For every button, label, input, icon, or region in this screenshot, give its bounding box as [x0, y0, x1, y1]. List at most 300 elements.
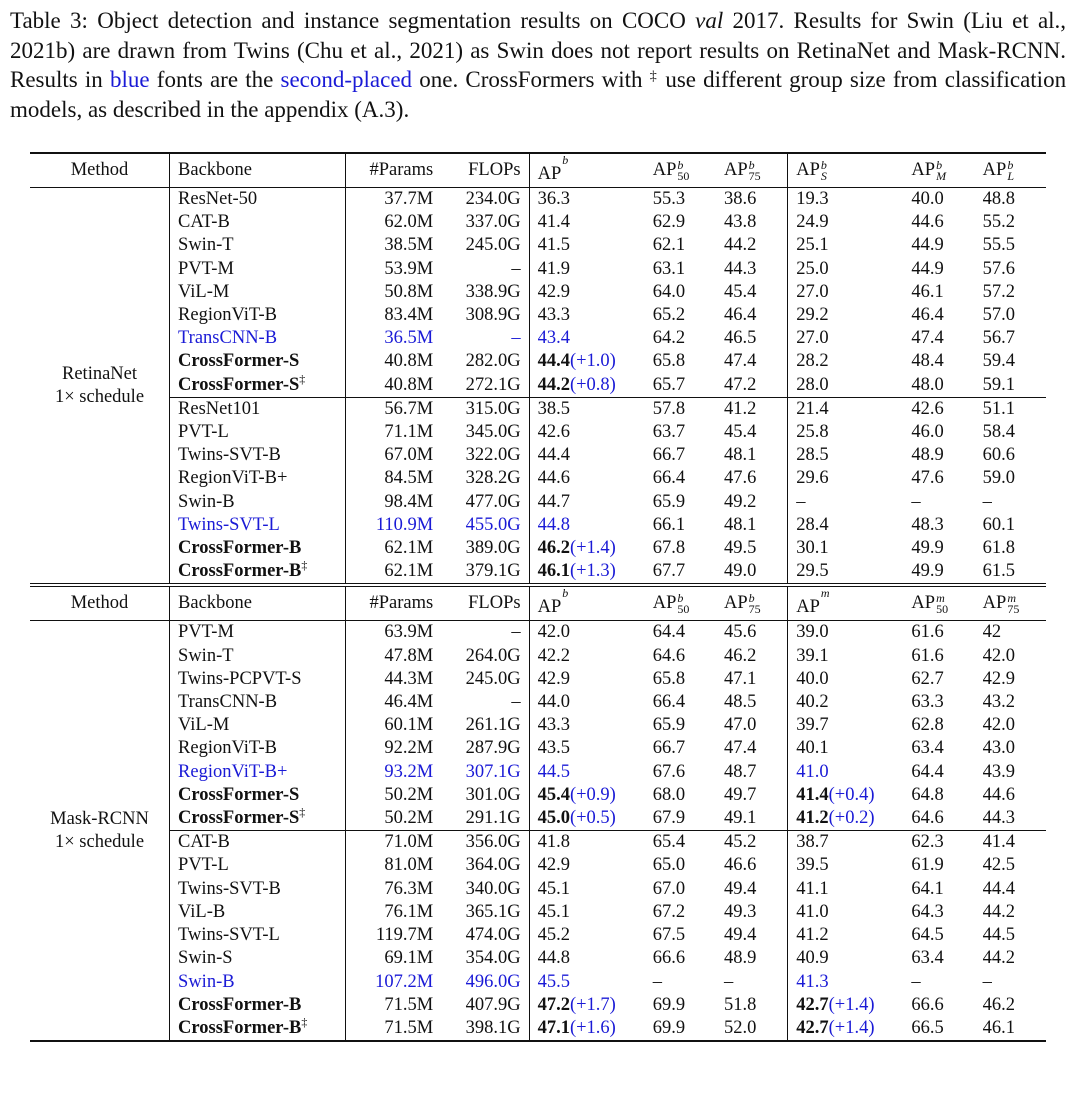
flops-cell: 340.0G — [465, 878, 521, 899]
ap75-value: 52.0 — [724, 1017, 757, 1038]
ap-cell — [529, 491, 645, 514]
flops-cell: 398.1G — [441, 1017, 529, 1041]
ap-cell — [529, 467, 645, 490]
params-cell: 63.9M — [345, 621, 441, 645]
ap50-cell — [645, 901, 716, 924]
ap-value: 43.4 — [537, 328, 570, 349]
c6-cell — [975, 188, 1046, 212]
ap50-cell — [645, 560, 716, 585]
c6-cell — [975, 327, 1046, 350]
c5-value: – — [911, 491, 921, 512]
c4-cell — [788, 281, 904, 304]
ap50-cell — [645, 491, 716, 514]
ap-cell — [529, 258, 645, 281]
header-sub — [562, 166, 568, 177]
c4-cell — [788, 514, 904, 537]
ap-cell — [529, 621, 645, 645]
table-caption: Table 3: Object detection and instance segmentation results on COCO val 2017. Results for Swin (Liu et al., 2021b) are drawn from Twins (Chu et al., 2021) as Swin does not report results on RetinaNet and Mask-RCNN. Results in blue fonts are the second-placed one. CrossFormers with ‡ use different group size from classification models, as described in the appendix (A.3). — [10, 8, 1067, 122]
c6-value: 61.8 — [982, 538, 1016, 559]
c4-value: 25.0 — [796, 258, 829, 279]
c4-value: 24.9 — [796, 212, 829, 233]
header-params: #Params — [345, 585, 441, 621]
ap50-value: 67.2 — [652, 901, 686, 922]
c6-value: 46.1 — [982, 1017, 1016, 1038]
gain-value: (+0.2) — [828, 808, 875, 829]
gain-value: (+1.6) — [569, 1017, 616, 1038]
ap50-value: 64.6 — [652, 645, 686, 666]
c5-cell — [903, 444, 974, 467]
ap75-cell — [716, 467, 788, 490]
backbone-name: ViL-B — [178, 901, 226, 922]
backbone-cell — [170, 854, 346, 877]
ap-value: 42.2 — [537, 645, 570, 666]
c5-value: 46.4 — [911, 305, 944, 326]
table-row — [30, 514, 1046, 537]
c4-value: 41.2 — [796, 925, 829, 946]
ap-value: 42.0 — [537, 622, 570, 643]
params-cell: 50.2M — [345, 807, 441, 831]
ap50-cell — [645, 188, 716, 212]
c6-cell — [975, 691, 1046, 714]
c4-cell — [788, 304, 904, 327]
params-cell: 107.2M — [345, 971, 441, 994]
backbone-cell — [170, 901, 346, 924]
c6-value: 42.0 — [982, 645, 1016, 666]
gain-value: (+1.7) — [569, 994, 616, 1015]
ap50-cell — [645, 258, 716, 281]
table-row — [30, 714, 1046, 737]
c6-cell — [975, 924, 1046, 947]
ap50-value: 66.7 — [652, 445, 686, 466]
ap75-cell — [716, 327, 788, 350]
c5-value: 63.4 — [911, 948, 944, 969]
params-cell: 83.4M — [345, 304, 441, 327]
header-label: AP b — [537, 152, 569, 184]
c5-value: 64.5 — [911, 925, 944, 946]
header-backbone: Backbone — [170, 585, 346, 621]
ap75-value: 47.4 — [724, 351, 757, 372]
table-row — [30, 645, 1046, 668]
c5-cell — [903, 831, 974, 855]
backbone-cell — [170, 491, 346, 514]
c4-value: 29.5 — [796, 561, 829, 582]
ap75-value: 44.3 — [724, 258, 757, 279]
params-cell: 46.4M — [345, 691, 441, 714]
ap50-value: 67.5 — [652, 925, 686, 946]
ap75-cell — [716, 854, 788, 877]
c4-value: 28.4 — [796, 514, 829, 535]
backbone-name: RegionViT-B — [178, 738, 277, 759]
method-name: Mask-RCNN — [50, 808, 149, 829]
ap75-value: 49.7 — [724, 784, 757, 805]
c4-value: 41.3 — [796, 971, 829, 992]
ap50-value: 65.9 — [652, 715, 686, 736]
ap-value: 46.2 — [537, 538, 570, 559]
c5-value: 63.3 — [911, 692, 944, 713]
c5-cell — [903, 421, 974, 444]
c4-cell — [788, 994, 904, 1017]
c6-value: 42.9 — [982, 668, 1016, 689]
method-cell — [30, 188, 170, 586]
c4-value: 39.0 — [796, 622, 829, 643]
ap75-value: 46.5 — [724, 328, 757, 349]
flops-cell: 364.0G — [465, 855, 521, 876]
ap50-cell — [645, 234, 716, 257]
ap50-cell — [645, 281, 716, 304]
c6-value: 59.1 — [982, 374, 1016, 395]
ap-value: 41.9 — [537, 258, 570, 279]
c4-cell — [788, 691, 904, 714]
c6-value: – — [982, 491, 992, 512]
ap75-cell — [716, 537, 788, 560]
ap50-value: 67.7 — [652, 561, 686, 582]
c6-cell — [975, 761, 1046, 784]
c4-value: 41.0 — [796, 901, 829, 922]
ap50-cell — [645, 668, 716, 691]
flops-cell: 308.9G — [465, 305, 521, 326]
ap-value: 38.5 — [537, 398, 570, 419]
params-cell: 110.9M — [345, 514, 441, 537]
backbone-name: Swin-T — [178, 645, 234, 666]
c6-cell — [975, 621, 1046, 645]
c4-cell — [788, 924, 904, 947]
table-row — [30, 560, 1046, 585]
backbone-name: PVT-M — [178, 258, 234, 279]
ap75-value: 46.4 — [724, 305, 757, 326]
params-cell: 84.5M — [345, 467, 441, 490]
ap75-cell — [716, 491, 788, 514]
table-row — [30, 621, 1046, 645]
ap75-value: 45.4 — [724, 422, 757, 443]
ap-value: 45.2 — [537, 925, 570, 946]
flops-cell: 245.0G — [465, 668, 521, 689]
ap-value: 42.6 — [537, 422, 570, 443]
table-row — [30, 327, 1046, 350]
ap-cell — [529, 714, 645, 737]
c4-cell — [788, 761, 904, 784]
c5-cell — [903, 621, 974, 645]
ap-cell — [529, 831, 645, 855]
c4-cell — [788, 234, 904, 257]
flops-cell: 338.9G — [465, 281, 521, 302]
backbone-name: Twins-SVT-B — [178, 878, 281, 899]
ap50-cell — [645, 645, 716, 668]
c4-value: 19.3 — [796, 189, 829, 209]
ap50-value: 63.7 — [652, 422, 686, 443]
ap75-value: 45.4 — [724, 281, 757, 302]
ap75-value: 46.6 — [724, 855, 757, 876]
c5-value: 42.6 — [911, 398, 944, 419]
header-c6 — [975, 153, 1046, 188]
c5-value: 64.4 — [911, 761, 944, 782]
backbone-name: Swin-B — [178, 491, 235, 512]
params-cell: 71.0M — [345, 831, 441, 855]
header-sub: L — [1007, 168, 1015, 183]
ap75-cell — [716, 971, 788, 994]
c5-cell — [903, 784, 974, 807]
ap50-value: 64.4 — [652, 622, 686, 643]
ap75-value: 49.0 — [724, 561, 757, 582]
backbone-name: CrossFormer-B — [178, 994, 302, 1015]
table-row — [30, 234, 1046, 257]
c6-value: 43.9 — [982, 761, 1016, 782]
c6-cell — [975, 560, 1046, 585]
flops-cell: 474.0G — [465, 925, 521, 946]
ap50-cell — [645, 807, 716, 831]
ap50-cell — [645, 304, 716, 327]
c5-cell — [903, 327, 974, 350]
c5-cell — [903, 211, 974, 234]
ap-value: 46.1 — [537, 561, 570, 582]
ap-value: 44.8 — [537, 514, 570, 535]
ap-cell — [529, 421, 645, 444]
ap-value: 47.1 — [537, 1017, 570, 1038]
table-row — [30, 304, 1046, 327]
header-method: Method — [30, 153, 170, 188]
results-table — [30, 152, 1046, 1042]
flops-cell: 245.0G — [465, 235, 521, 256]
header-sup: b — [748, 591, 755, 606]
backbone-cell — [170, 668, 346, 691]
ap-value: 42.9 — [537, 281, 570, 302]
params-cell: 98.4M — [345, 491, 441, 514]
c5-cell — [903, 668, 974, 691]
ap-value: 44.4 — [537, 351, 570, 372]
ap75-cell — [716, 444, 788, 467]
ap-cell — [529, 854, 645, 877]
header-sub: M — [936, 168, 947, 183]
backbone-name: ViL-M — [178, 281, 230, 302]
ap75-value: 48.1 — [724, 514, 757, 535]
ap75-cell — [716, 374, 788, 398]
ap-cell — [529, 304, 645, 327]
dagger-mark: ‡ — [299, 371, 306, 386]
ap50-cell — [645, 350, 716, 373]
table-row — [30, 971, 1046, 994]
c6-value: 59.4 — [982, 351, 1016, 372]
header-label: AP b M — [911, 157, 947, 183]
ap75-cell — [716, 878, 788, 901]
c4-value: 29.6 — [796, 468, 829, 489]
flops-cell: – — [511, 258, 521, 279]
ap50-value: 67.0 — [652, 878, 686, 899]
ap-cell — [529, 514, 645, 537]
table-row — [30, 374, 1046, 398]
table-row — [30, 491, 1046, 514]
flops-cell: 356.0G — [441, 831, 529, 855]
ap50-value: – — [652, 971, 662, 992]
c5-value: 49.9 — [911, 538, 944, 559]
c4-value: 40.0 — [796, 668, 829, 689]
ap-value: 44.8 — [537, 948, 570, 969]
c6-value: 41.4 — [982, 832, 1016, 853]
ap50-value: 65.8 — [652, 668, 686, 689]
ap75-value: 47.6 — [724, 468, 757, 489]
flops-cell: 301.0G — [465, 784, 521, 805]
ap75-value: – — [724, 971, 734, 992]
backbone-cell — [170, 188, 346, 212]
params-cell: 71.5M — [345, 1017, 441, 1041]
c4-value: 39.5 — [796, 855, 829, 876]
gain-value: (+1.4) — [828, 1017, 875, 1038]
ap-cell — [529, 211, 645, 234]
params-cell: 50.8M — [345, 281, 441, 304]
params-cell: 93.2M — [345, 761, 441, 784]
c4-cell — [788, 560, 904, 585]
ap75-cell — [716, 281, 788, 304]
c6-cell — [975, 645, 1046, 668]
ap-value: 47.2 — [537, 994, 570, 1015]
header-label: AP b S — [796, 157, 827, 183]
c5-cell — [903, 537, 974, 560]
c4-cell — [788, 258, 904, 281]
table-row — [30, 467, 1046, 490]
table-row — [30, 281, 1046, 304]
header-sup: b — [562, 152, 569, 167]
c6-value: 43.2 — [982, 692, 1016, 713]
header-ap75 — [716, 153, 788, 188]
c4-cell — [788, 397, 904, 421]
params-cell: 40.8M — [345, 374, 441, 398]
ap50-cell — [645, 947, 716, 970]
caption-label: Table 3: — [10, 8, 88, 33]
c5-cell — [903, 188, 974, 212]
backbone-cell — [170, 327, 346, 350]
backbone-cell — [170, 281, 346, 304]
ap75-value: 51.8 — [724, 994, 757, 1015]
c6-cell — [975, 514, 1046, 537]
backbone-cell — [170, 714, 346, 737]
table-row — [30, 924, 1046, 947]
params-cell: 60.1M — [345, 714, 441, 737]
header-sub: 75 — [748, 168, 761, 183]
c6-cell — [975, 737, 1046, 760]
header-sup: b — [677, 157, 684, 172]
c4-value: 38.7 — [796, 832, 829, 853]
c5-cell — [903, 350, 974, 373]
backbone-cell — [170, 831, 346, 855]
c5-cell — [903, 994, 974, 1017]
header-sup: b — [677, 591, 684, 606]
c4-cell — [788, 188, 904, 212]
table-row — [30, 854, 1046, 877]
params-cell: 50.2M — [345, 784, 441, 807]
backbone-name: CrossFormer-B — [178, 561, 302, 582]
ap75-cell — [716, 761, 788, 784]
c6-value: 48.8 — [982, 189, 1016, 209]
flops-cell: 345.0G — [465, 422, 521, 443]
c5-value: 48.0 — [911, 374, 944, 395]
params-cell: 47.8M — [345, 645, 441, 668]
c6-value: 58.4 — [982, 422, 1016, 443]
ap50-cell — [645, 467, 716, 490]
c4-cell — [788, 668, 904, 691]
c6-cell — [975, 994, 1046, 1017]
ap-cell — [529, 397, 645, 421]
header-sup: b — [820, 157, 827, 172]
params-cell: 37.7M — [345, 188, 441, 212]
gain-value: (+0.4) — [828, 784, 875, 805]
c4-cell — [788, 1017, 904, 1041]
header-params: #Params — [345, 153, 441, 188]
ap-value: 45.4 — [537, 784, 570, 805]
c5-value: 64.1 — [911, 878, 944, 899]
flops-cell: 282.0G — [465, 351, 521, 372]
c6-value: 42.0 — [982, 715, 1016, 736]
gain-value: (+0.5) — [569, 808, 616, 829]
ap-value: 45.5 — [537, 971, 570, 992]
ap-cell — [529, 350, 645, 373]
c5-cell — [903, 691, 974, 714]
backbone-name: ResNet101 — [178, 398, 261, 419]
flops-cell: – — [511, 328, 521, 349]
params-cell: 62.1M — [345, 537, 441, 560]
header-row — [30, 585, 1046, 621]
header-sup: b — [936, 157, 943, 172]
header-method: Method — [30, 585, 170, 621]
c5-cell — [903, 947, 974, 970]
header-c4 — [788, 585, 904, 621]
backbone-name: TransCNN-B — [178, 328, 278, 349]
ap75-cell — [716, 691, 788, 714]
ap50-cell — [645, 761, 716, 784]
flops-cell: 354.0G — [465, 948, 521, 969]
ap50-value: 63.1 — [652, 258, 686, 279]
c5-value: 64.8 — [911, 784, 944, 805]
ap50-cell — [645, 537, 716, 560]
c6-cell — [975, 350, 1046, 373]
ap75-cell — [716, 234, 788, 257]
ap-cell — [529, 645, 645, 668]
c5-value: 47.6 — [911, 468, 944, 489]
ap50-cell — [645, 924, 716, 947]
c4-cell — [788, 878, 904, 901]
c5-value: 64.3 — [911, 901, 944, 922]
c6-cell — [975, 537, 1046, 560]
c6-cell — [975, 784, 1046, 807]
gain-value: (+0.8) — [569, 374, 616, 395]
c4-cell — [788, 621, 904, 645]
ap50-value: 69.9 — [652, 1017, 686, 1038]
header-label: AP m 75 — [982, 591, 1020, 617]
c6-cell — [975, 831, 1046, 855]
table-row — [30, 784, 1046, 807]
ap50-value: 66.6 — [652, 948, 686, 969]
c4-value: 42.7 — [796, 994, 829, 1015]
ap-cell — [529, 444, 645, 467]
header-flops: FLOPs — [441, 153, 529, 188]
c4-cell — [788, 831, 904, 855]
table-row — [30, 807, 1046, 831]
backbone-cell — [170, 444, 346, 467]
header-ap75 — [716, 585, 788, 621]
dagger-mark: ‡ — [299, 805, 306, 820]
params-cell: 38.5M — [345, 234, 441, 257]
header-row — [30, 153, 1046, 188]
c5-cell — [903, 304, 974, 327]
ap75-cell — [716, 645, 788, 668]
header-sub: 75 — [748, 602, 761, 617]
c6-value: 57.2 — [982, 281, 1016, 302]
ap50-value: 66.7 — [652, 738, 686, 759]
c6-value: 44.2 — [982, 901, 1016, 922]
c4-value: 40.9 — [796, 948, 829, 969]
ap75-cell — [716, 188, 788, 212]
c6-value: 57.0 — [982, 305, 1016, 326]
ap-value: 45.0 — [537, 808, 570, 829]
ap-cell — [529, 374, 645, 398]
ap-cell — [529, 878, 645, 901]
